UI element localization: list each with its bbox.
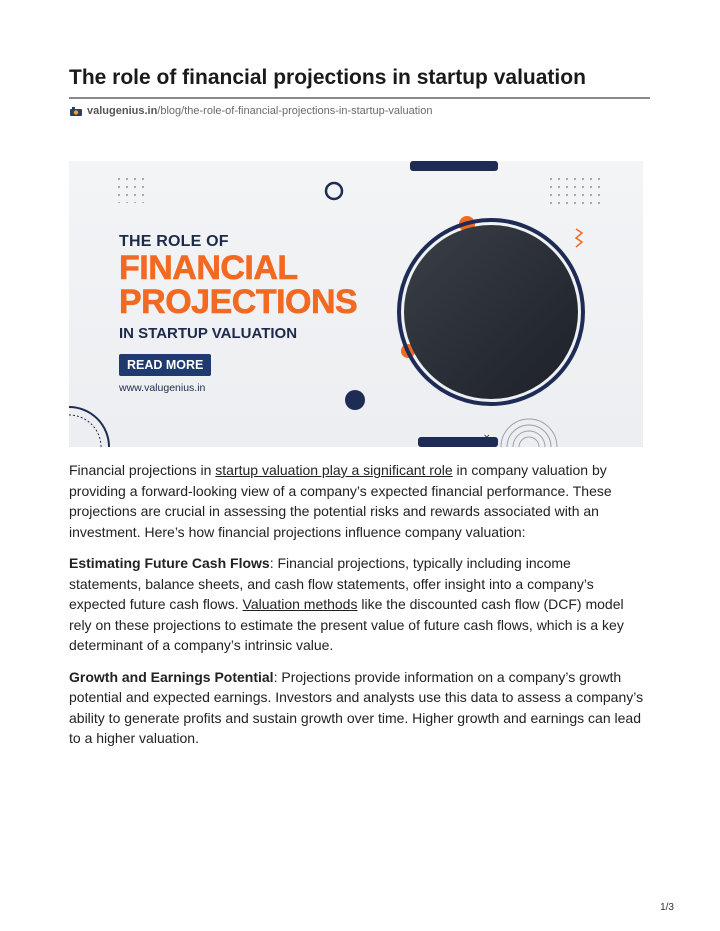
page-title: The role of financial projections in startup valuation [69, 66, 586, 89]
hero-text-block [119, 233, 357, 394]
paragraph-text: : Projections provide information on a company’s growth potential and expected earnings. Investors and analysts use this data to assess a company’s ability to generate profits and sustain growth over time. Higher growth and earnings can lead to a higher valuation. [69, 668, 644, 746]
page-number: 1/3 [660, 902, 674, 913]
title-divider [69, 97, 650, 99]
startup-valuation-link[interactable]: startup valuation play a significant role [215, 462, 453, 478]
dot-grid-right [546, 173, 602, 205]
hero-url: www.valugenius.in [119, 382, 206, 394]
outline-circle-decoration [326, 183, 342, 199]
hero-banner-image [69, 161, 643, 447]
paragraph-text: like the discounted cash flow (DCF) model rely on these projections to estimate the present value of future cash flows, which is a key determinant of a company’s intrinsic value. [69, 596, 624, 653]
read-more-badge: READ MORE [119, 354, 211, 376]
hero-heading-line1: THE ROLE OF [119, 233, 229, 250]
top-tab-decoration [410, 161, 498, 171]
dot-grid-left [116, 173, 150, 203]
chart-photo [404, 225, 578, 399]
source-domain[interactable]: valugenius.in [87, 105, 158, 117]
source-path[interactable]: /blog/the-role-of-financial-projections-in-startup-valuation [157, 105, 433, 117]
paragraph-text: : Financial projections, typically including income statements, balance sheets, and cash flow statements, offer insight into a company’s expected future cash flows. [69, 555, 594, 612]
hero-heading-line3: PROJECTIONS [119, 283, 358, 321]
section-heading: Estimating Future Cash Flows [69, 555, 270, 571]
svg-text:×: × [483, 433, 491, 443]
paragraph-text: in company valuation by providing a forward-looking view of a company’s expected financial performance. These projections are crucial in assessing the potential risks and rewards associated with an investment. Here’s how financial projections influence company valuation: [69, 462, 612, 540]
hero-heading-line4: IN STARTUP VALUATION [119, 325, 298, 342]
paragraph-text: Financial projections in [69, 462, 216, 478]
paragraph-cash-flows [69, 553, 644, 656]
corner-arc-left [69, 407, 109, 447]
zigzag-decoration [576, 229, 582, 247]
hero-heading-line2: FINANCIAL [119, 249, 298, 287]
paragraph-intro [69, 460, 644, 542]
concentric-arcs-decoration [501, 419, 557, 447]
valuation-methods-link[interactable]: Valuation methods [242, 596, 358, 612]
source-link[interactable] [69, 105, 432, 117]
article-body [69, 460, 644, 760]
site-favicon-icon [69, 105, 83, 117]
section-heading: Growth and Earnings Potential [69, 668, 274, 685]
paragraph-growth [69, 667, 644, 749]
